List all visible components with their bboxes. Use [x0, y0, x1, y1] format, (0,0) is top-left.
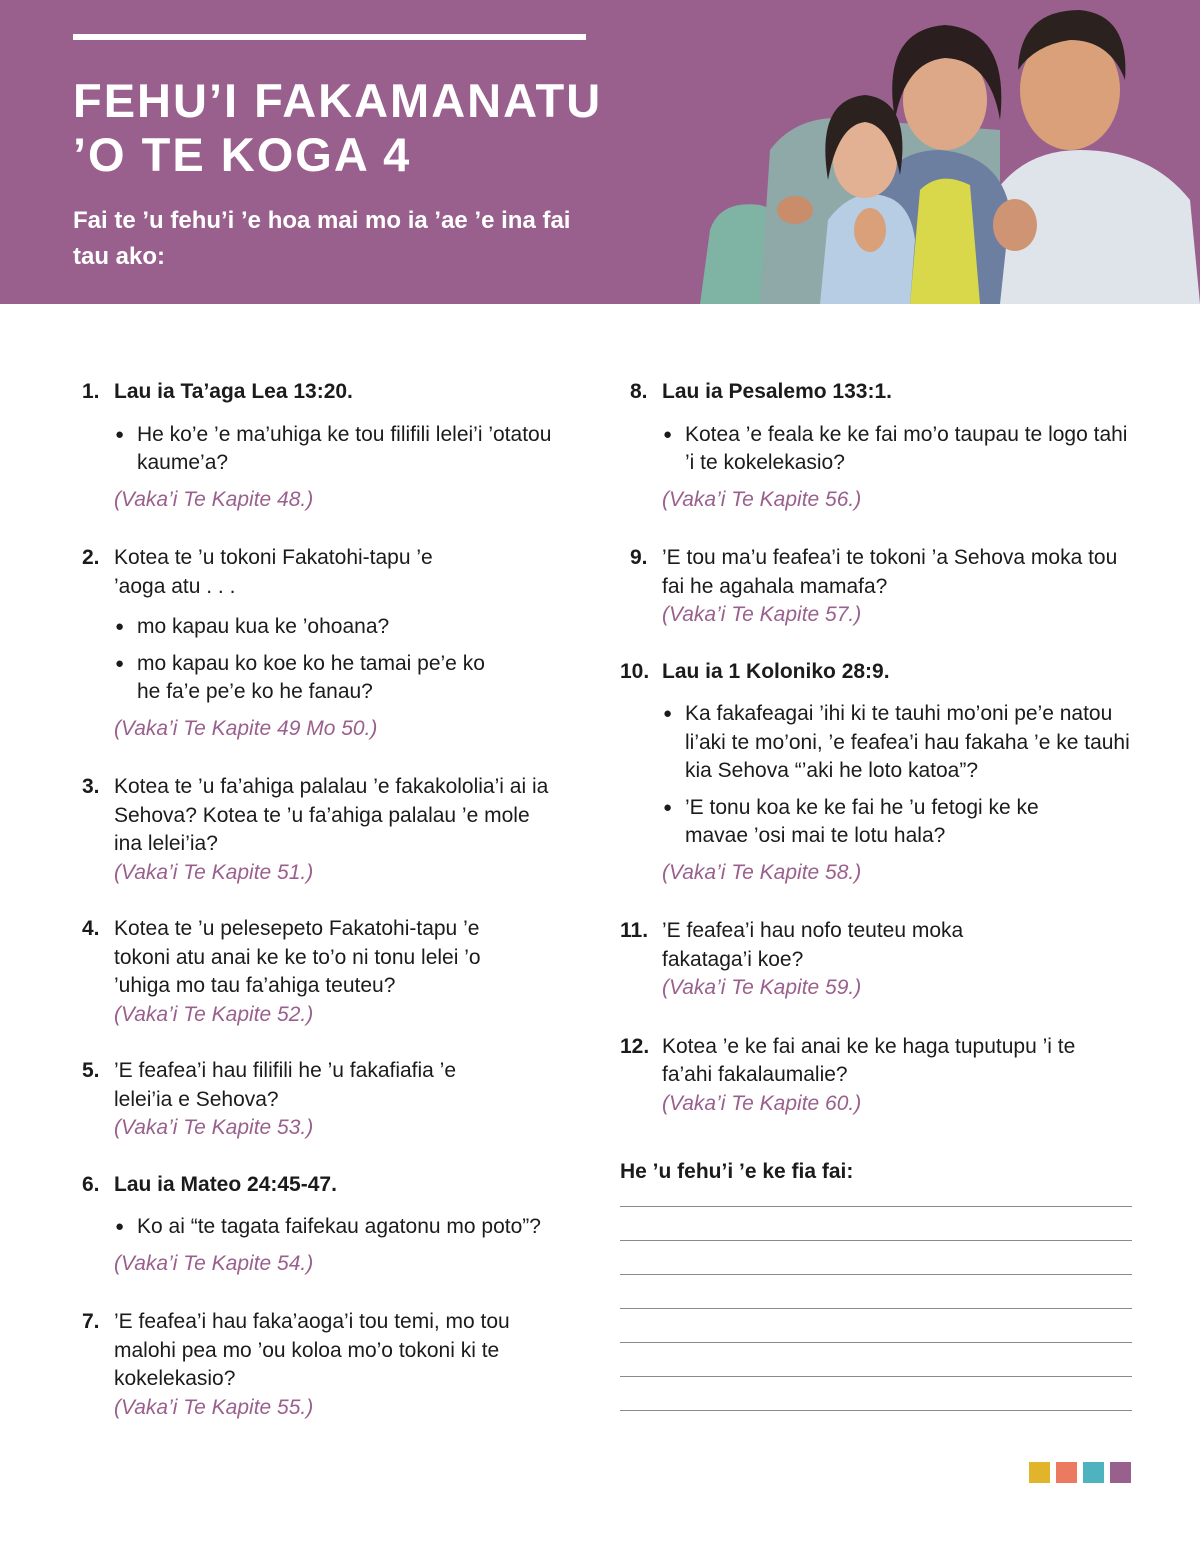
title-line-1: FEHU’I FAKAMANATU: [73, 74, 603, 127]
notes-section: [620, 1158, 1140, 1411]
bullet-dot-icon: ●: [115, 1218, 125, 1235]
question-number: 2.: [82, 546, 100, 569]
bullet-list: [82, 613, 602, 707]
question-text: ’E feafea’i hau filifili he ’u fakafiafia ’e lelei’ia e Sehova?: [114, 1059, 457, 1111]
bullet-dot-icon: ●: [115, 425, 125, 443]
question-5: [82, 1057, 602, 1143]
chapter-reference: (Vaka’i Te Kapite 59.): [662, 976, 862, 999]
question-4: [82, 915, 602, 1029]
bullet-item: ● He ko’e ’e ma’uhiga ke tou filifili lelei’i ’otatou kaume’a?: [115, 422, 552, 474]
footer-square-orange: [1056, 1462, 1077, 1483]
questions-left-column: [82, 378, 602, 1422]
question-9: [620, 544, 1140, 630]
question-number: 4.: [82, 917, 100, 940]
bullet-item: ● Ko ai “te tagata faifekau agatonu mo poto”?: [114, 1213, 602, 1242]
bullet-dot-icon: ●: [115, 654, 125, 672]
notes-title: He ’u fehu’i ’e ke fia fai:: [620, 1160, 854, 1183]
question-number: 10.: [620, 659, 650, 683]
question-10: [620, 658, 1140, 888]
chapter-reference: (Vaka’i Te Kapite 48.): [114, 487, 314, 511]
question-number: 7.: [82, 1310, 100, 1333]
family-praying-illustration: [700, 0, 1200, 304]
page-title: [73, 74, 633, 182]
note-line: [620, 1240, 1132, 1241]
chapter-reference: (Vaka’i Te Kapite 55.): [114, 1395, 314, 1419]
chapter-reference: (Vaka’i Te Kapite 49 Mo 50.): [114, 716, 378, 740]
question-3: [82, 773, 602, 887]
question-text: Lau ia 1 Koloniko 28:9.: [662, 659, 890, 683]
header-banner: [0, 0, 1200, 304]
question-6: [82, 1171, 602, 1279]
question-8: [620, 378, 1140, 514]
footer-square-yellow: [1029, 1462, 1050, 1483]
note-line: [620, 1308, 1132, 1309]
bullet-list: [620, 700, 1140, 851]
bullet-dot-icon: ●: [663, 798, 673, 816]
chapter-reference: (Vaka’i Te Kapite 51.): [114, 860, 314, 884]
bullet-list: [82, 421, 602, 478]
question-7: [82, 1308, 602, 1422]
note-line: [620, 1342, 1132, 1343]
question-text: ’E feafea’i hau faka’aoga’i tou temi, mo tou malohi pea mo ’ou koloa mo’o tokoni ki te kokelekasio?: [114, 1310, 510, 1390]
question-text: Lau ia Pesalemo 133:1.: [662, 380, 892, 403]
chapter-reference: (Vaka’i Te Kapite 52.): [114, 1002, 314, 1026]
chapter-reference: (Vaka’i Te Kapite 60.): [662, 1091, 862, 1115]
question-number: 12.: [620, 1034, 650, 1058]
question-1: [82, 378, 602, 514]
bullet-dot-icon: ●: [115, 618, 125, 635]
footer-square-purple: [1110, 1462, 1131, 1483]
bullet-list: [620, 421, 1140, 478]
question-text: ’E tou ma’u feafea’i te tokoni ’a Sehova moka tou fai he agahala mamafa?: [662, 546, 1118, 598]
header-rule: [73, 34, 586, 40]
question-text: Kotea te ’u fa’ahiga palalau ’e fakakololia’i ai ia Sehova? Kotea te ’u fa’ahiga palalau ’e mole ina lelei’ia?: [114, 775, 549, 855]
question-text: ’E feafea’i hau nofo teuteu moka fakataga’i koe?: [662, 919, 964, 971]
bullet-dot-icon: ●: [663, 425, 673, 443]
chapter-reference: (Vaka’i Te Kapite 57.): [662, 603, 862, 626]
bullet-item: ● Kotea ’e feala ke ke fai mo’o taupau te logo tahi ’i te kokelekasio?: [663, 422, 1128, 474]
chapter-reference: (Vaka’i Te Kapite 54.): [114, 1251, 314, 1275]
footer-color-squares: [1029, 1462, 1131, 1483]
question-number: 9.: [630, 546, 648, 569]
question-text: Kotea te ’u pelesepeto Fakatohi-tapu ’e tokoni atu anai ke ke to’o ni tonu lelei ’o ’uhiga mo tau fa’ahiga teuteu?: [114, 917, 481, 997]
chapter-reference: (Vaka’i Te Kapite 56.): [662, 487, 862, 511]
question-12: [620, 1033, 1140, 1119]
footer-square-teal: [1083, 1462, 1104, 1483]
bullet-item: ● mo kapau kua ke ’ohoana?: [114, 613, 602, 642]
page-subtitle: Fai te ’u fehu’i ’e hoa mai mo ia ’ae ’e ina fai tau ako:: [73, 207, 571, 270]
bullet-dot-icon: ●: [663, 705, 673, 722]
question-number: 5.: [82, 1059, 100, 1082]
question-number: 8.: [630, 380, 648, 403]
question-text: Lau ia Mateo 24:45-47.: [114, 1172, 337, 1196]
question-2: [82, 544, 602, 743]
question-11: [620, 917, 1140, 1003]
note-line: [620, 1410, 1132, 1411]
question-text: Kotea ’e ke fai anai ke ke haga tuputupu ’i te fa’ahi fakalaumalie?: [662, 1034, 1076, 1086]
note-line: [620, 1274, 1132, 1275]
bullet-item: ● mo kapau ko koe ko he tamai pe’e ko he fa’e pe’e ko he fanau?: [115, 651, 485, 703]
question-number: 11.: [620, 919, 649, 942]
bullet-item: ● Ka fakafeagai ’ihi ki te tauhi mo’oni pe’e natou li’aki te mo’oni, ’e feafea’i hau fakaha ’e ke tauhi kia Sehova “’aki he loto katoa”?: [663, 702, 1130, 782]
question-text: Kotea te ’u tokoni Fakatohi-tapu ’e ’aoga atu . . .: [114, 546, 433, 598]
question-number: 6.: [82, 1172, 100, 1196]
bullet-item: ● ’E tonu koa ke ke fai he ’u fetogi ke ke mavae ’osi mai te lotu hala?: [663, 795, 1039, 847]
question-number: 3.: [82, 775, 100, 798]
notes-lines: [620, 1206, 1140, 1411]
note-line: [620, 1206, 1132, 1207]
question-number: 1.: [82, 380, 100, 403]
questions-right-column: [620, 378, 1140, 1411]
title-line-2: ’O TE KOGA 4: [73, 128, 412, 181]
bullet-list: [82, 1213, 602, 1242]
note-line: [620, 1376, 1132, 1377]
chapter-reference: (Vaka’i Te Kapite 58.): [662, 860, 862, 884]
question-text: Lau ia Ta’aga Lea 13:20.: [114, 380, 353, 403]
chapter-reference: (Vaka’i Te Kapite 53.): [114, 1116, 314, 1139]
